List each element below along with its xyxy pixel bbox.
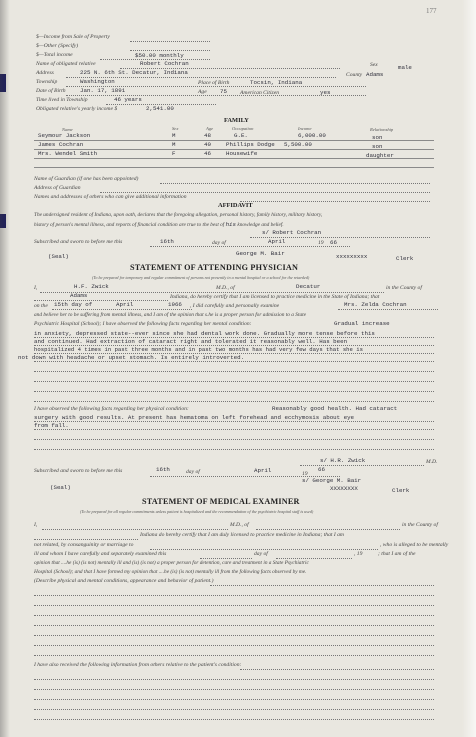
examiner-line4-a: ill and whom I have carefully and separately examined this bbox=[34, 551, 167, 557]
relative-pob-value: Tocsin, Indiana bbox=[250, 79, 303, 86]
examiner-line1-county-of: in the County of bbox=[402, 522, 438, 528]
physician-xx: XXXXXXXX bbox=[330, 485, 358, 492]
examiner-line3-b: , who is alleged to be mentally bbox=[380, 542, 449, 548]
fill-line bbox=[130, 50, 210, 51]
relative-township-value: Washington bbox=[80, 78, 115, 85]
page-number: 177 bbox=[426, 7, 437, 15]
fill-line bbox=[240, 201, 430, 202]
physician-physical-1: Reasonably good health. Had cataract bbox=[272, 405, 398, 412]
fill-line bbox=[34, 645, 434, 646]
family-occupation: Phillips Dodge bbox=[226, 141, 275, 148]
relative-address-value: 225 N. 6th St. Decatur, Indiana bbox=[80, 69, 188, 76]
family-header-occupation: Occupation bbox=[232, 126, 254, 131]
family-header-relationship: Relationship bbox=[370, 127, 394, 132]
affidavit-xx: xxxxxxxxx bbox=[336, 253, 368, 260]
fill-line bbox=[34, 699, 434, 700]
relative-address-label: Address bbox=[36, 70, 54, 76]
affidavit-subscribed-label: Subscribed and sworn to before me this bbox=[34, 239, 123, 245]
physician-notary: s/ George M. Bair bbox=[302, 477, 362, 484]
examiner-others-label: I have also received the following information from others relative to the patient's condition: bbox=[34, 662, 242, 668]
family-occupation: G.E. bbox=[234, 132, 248, 139]
affidavit-month: April bbox=[268, 238, 286, 245]
income-other-label: $—Other (Specify) bbox=[36, 43, 79, 49]
relative-time-lived-label: Time lived in Township bbox=[36, 97, 88, 103]
fill-line bbox=[338, 309, 438, 310]
relative-name-label: Name of obligated relative bbox=[36, 61, 96, 67]
family-header-age: Age bbox=[206, 126, 214, 131]
fill-line bbox=[34, 337, 434, 338]
fill-line bbox=[256, 529, 400, 530]
relative-citizen-label: American Citizen bbox=[240, 90, 279, 96]
family-name: Mrs. Wendel Smith bbox=[38, 150, 98, 157]
affidavit-day: 16th bbox=[160, 238, 174, 245]
fill-line bbox=[34, 595, 434, 596]
examiner-line6: Hospital (School); and that I have formed my opinion that ....he (is) (is not) mentally ill from the following facts observed by me. bbox=[34, 569, 307, 575]
relative-name-value: Robert Cochran bbox=[140, 60, 189, 67]
guardian-name-label: Name of Guardian (if one has been appointed) bbox=[34, 176, 139, 182]
fill-line bbox=[40, 292, 384, 293]
physician-mental-condition-5: not down with headache or upset stomach. Is entirely introverted. bbox=[18, 354, 245, 361]
examiner-note: (To be prepared for all regular commitments unless patient is hospitalized and the recommendation of the psychiatric hospital staff is used) bbox=[80, 509, 314, 514]
physician-patient: Mrs. Zelda Cochran bbox=[344, 301, 407, 308]
fill-line bbox=[34, 539, 138, 540]
examiner-line5: opinion that ....he (is) (is not) mentally ill and (is) (is not) a proper person for detention, care and treatment in a State Psychiatric bbox=[34, 560, 309, 566]
family-name: James Cochran bbox=[38, 141, 84, 148]
examiner-line4-c: , 19 bbox=[354, 551, 363, 557]
family-age: 48 bbox=[204, 132, 211, 139]
family-income: 5,500.00 bbox=[284, 141, 312, 148]
fill-line bbox=[34, 439, 434, 440]
relative-age-label: Age bbox=[198, 89, 207, 95]
family-header-name: Name bbox=[62, 127, 73, 132]
physician-examine-text: , I did carefully and personally examine bbox=[190, 303, 280, 309]
fill-line bbox=[34, 345, 434, 346]
fill-line bbox=[150, 246, 350, 247]
family-sex: F bbox=[172, 150, 176, 157]
family-relationship: son bbox=[372, 134, 383, 141]
table-rule bbox=[34, 158, 434, 159]
fill-line bbox=[160, 183, 430, 184]
physician-hospital-text: Psychiatric Hospital (School); I have observed the following facts regarding her mental condition: bbox=[34, 321, 252, 327]
fill-line bbox=[34, 689, 434, 690]
physician-seal: (Seal) bbox=[50, 484, 71, 491]
relative-sex-label: Sex bbox=[370, 62, 378, 68]
examiner-line1-i: I, bbox=[34, 522, 38, 528]
affidavit-day-of-label: day of bbox=[212, 240, 226, 246]
affidavit-text-line2: history of person's mental illness, and reports of financial condition are true to the best of his knowledge and belief. bbox=[34, 221, 284, 228]
fill-line bbox=[34, 361, 434, 362]
income-total-label: $—Total income bbox=[36, 52, 73, 58]
fill-line bbox=[240, 669, 434, 670]
relative-sex-value: male bbox=[398, 64, 412, 71]
physician-county: Adams bbox=[70, 292, 88, 299]
relative-county-label: County bbox=[346, 72, 363, 78]
physician-physical-3: from fall. bbox=[34, 422, 69, 429]
fill-line bbox=[34, 615, 434, 616]
income-total-value: $50.00 monthly bbox=[135, 52, 184, 59]
examiner-line3-a: not related, by consanguinity or marriage to bbox=[34, 542, 134, 548]
fill-line bbox=[42, 529, 228, 530]
fill-line bbox=[34, 635, 434, 636]
physician-note: (To be prepared for temporary and regular commitment of persons not presently in a mental hospital or a school for the retarded) bbox=[92, 275, 310, 280]
physician-physical-label: I have observed the following facts regarding her physical condition: bbox=[34, 406, 189, 412]
family-header-income: Income bbox=[298, 126, 312, 131]
family-relationship: son bbox=[372, 143, 383, 150]
fill-line bbox=[34, 449, 434, 450]
relative-age-value: 75 bbox=[220, 88, 227, 95]
relative-yearly-income-label: Obligated relative's yearly income $ bbox=[36, 106, 118, 112]
fill-line bbox=[200, 558, 252, 559]
family-income: 6,000.00 bbox=[298, 132, 326, 139]
family-sex: M bbox=[172, 132, 176, 139]
physician-year: 66 bbox=[318, 466, 325, 473]
physician-day: 16th bbox=[156, 466, 170, 473]
physician-title: STATEMENT OF ATTENDING PHYSICIAN bbox=[130, 263, 299, 272]
fill-line bbox=[150, 549, 378, 550]
page-edge-shade bbox=[462, 0, 476, 737]
examiner-line7: (Describe physical and mental conditions, appearance and behavior of patient.) bbox=[34, 578, 214, 584]
family-age: 40 bbox=[204, 141, 211, 148]
relative-county-value: Adams bbox=[366, 71, 384, 78]
fill-line bbox=[276, 558, 352, 559]
affidavit-text-line1: The undersigned resident of Indiana, upon oath, declares that the foregoing allegation, personal history, family history, military history, bbox=[34, 212, 323, 218]
relative-citizen-value: yes bbox=[320, 89, 331, 96]
physician-clerk: Clerk bbox=[392, 487, 410, 494]
affidavit-signature: s/ Robert Cochran bbox=[262, 229, 322, 236]
examiner-line2: Indiana do hereby certify that I am duly licensed to practice medicine in Indiana; that I am bbox=[140, 532, 344, 538]
family-age: 46 bbox=[204, 150, 211, 157]
affidavit-pronoun: his bbox=[225, 221, 237, 228]
fill-line bbox=[34, 371, 434, 372]
physician-md: M.D. bbox=[426, 459, 438, 465]
affidavit-clerk: Clerk bbox=[396, 255, 414, 262]
income-sale-label: $—Income from Sale of Property bbox=[36, 34, 110, 40]
examiner-line4-d: ; that I am of the bbox=[378, 551, 416, 557]
fill-line bbox=[34, 709, 434, 710]
physician-certify-text: Indiana, do hereby certify that I am licensed to practice medicine in the State of Indiana; that bbox=[170, 294, 380, 300]
physician-city: Decatur bbox=[296, 283, 321, 290]
physician-county-of-label: in the County of bbox=[386, 285, 422, 291]
fill-line bbox=[34, 353, 434, 354]
family-name: Seymour Jackson bbox=[38, 132, 91, 139]
relative-time-lived-value: 46 years bbox=[114, 96, 142, 103]
fill-line bbox=[66, 95, 366, 96]
family-occupation: Housewife bbox=[226, 150, 258, 157]
affidavit-year: 66 bbox=[330, 239, 337, 246]
family-sex: M bbox=[172, 141, 176, 148]
physician-exam-year: 1966 bbox=[168, 301, 182, 308]
relative-pob-label: Place of Birth bbox=[198, 80, 230, 86]
physician-month: April bbox=[254, 467, 272, 474]
examiner-title: STATEMENT OF MEDICAL EXAMINER bbox=[142, 497, 300, 506]
fill-line bbox=[34, 625, 434, 626]
guardian-address-label: Address of Guardian bbox=[34, 185, 81, 191]
physician-physical-2: surgery with good results. At present has hematoma on left forehead and ecchymosis about eye bbox=[34, 414, 355, 421]
physician-signature: s/ H.R. Zwick bbox=[320, 457, 366, 464]
relative-dob-label: Date of Birth bbox=[36, 88, 66, 94]
physician-exam-month: April bbox=[116, 301, 134, 308]
physician-subscribed-label: Subscribed and sworn to before me this bbox=[34, 468, 123, 474]
fill-line bbox=[34, 605, 434, 606]
examiner-line4-b: day of bbox=[254, 551, 268, 557]
fill-line bbox=[34, 655, 434, 656]
physician-believe-text: and believe her to be suffering from mental illness, and I am of the opinion that s.he is a proper person for admission to a State bbox=[34, 312, 306, 318]
physician-on-the-label: on the bbox=[34, 303, 48, 309]
affidavit-year-prefix: 19 bbox=[318, 240, 324, 246]
affidavit-seal: (Seal) bbox=[48, 253, 69, 260]
table-rule bbox=[34, 167, 434, 168]
fill-line bbox=[52, 309, 192, 310]
relative-dob-value: Jan. 17, 1891 bbox=[80, 87, 126, 94]
physician-mental-condition-3: and continued. Had extraction of cataract right and tolerated it reasonably well. Has been bbox=[34, 338, 348, 345]
page-edge-shadow bbox=[0, 0, 10, 737]
fill-line bbox=[34, 391, 434, 392]
family-relationship: daughter bbox=[366, 152, 394, 159]
physician-name: H.F. Zwick bbox=[74, 283, 109, 290]
physician-exam-day: 15th day of bbox=[54, 301, 93, 308]
affidavit-title: AFFIDAVIT bbox=[218, 202, 253, 209]
physician-md-of-label: M.D., of bbox=[216, 285, 235, 291]
physician-year-prefix: 19 bbox=[302, 471, 308, 477]
physician-mental-condition-1: Gradual increase bbox=[334, 320, 390, 327]
fill-line bbox=[34, 679, 434, 680]
fill-line bbox=[100, 192, 430, 193]
fill-line bbox=[130, 41, 210, 42]
physician-i-label: I, bbox=[34, 285, 38, 291]
physician-day-of-label: day of bbox=[186, 469, 200, 475]
physician-mental-condition-4: hospitalized 4 times in past three months and in past two months has had very few days that she is bbox=[34, 346, 363, 353]
fill-line bbox=[34, 401, 434, 402]
fill-line bbox=[210, 585, 434, 586]
affidavit-notary: George M. Bair bbox=[236, 250, 285, 257]
fill-line bbox=[34, 381, 434, 382]
relative-yearly-income-value: 2,541.00 bbox=[146, 105, 174, 112]
fill-line bbox=[34, 719, 434, 720]
guardian-others-label: Names and addresses of others who can give additional information bbox=[34, 194, 187, 200]
physician-mental-condition-2: in anxiety, depressed state--ever since she had dental work done. Gradually more tense before this bbox=[34, 330, 375, 337]
fill-line bbox=[34, 429, 434, 430]
examiner-line1-md-of: M.D., of bbox=[230, 522, 249, 528]
family-header-sex: Sex bbox=[172, 126, 179, 131]
family-title: FAMILY bbox=[224, 117, 249, 124]
fill-line bbox=[34, 421, 434, 422]
relative-township-label: Township bbox=[36, 79, 58, 85]
